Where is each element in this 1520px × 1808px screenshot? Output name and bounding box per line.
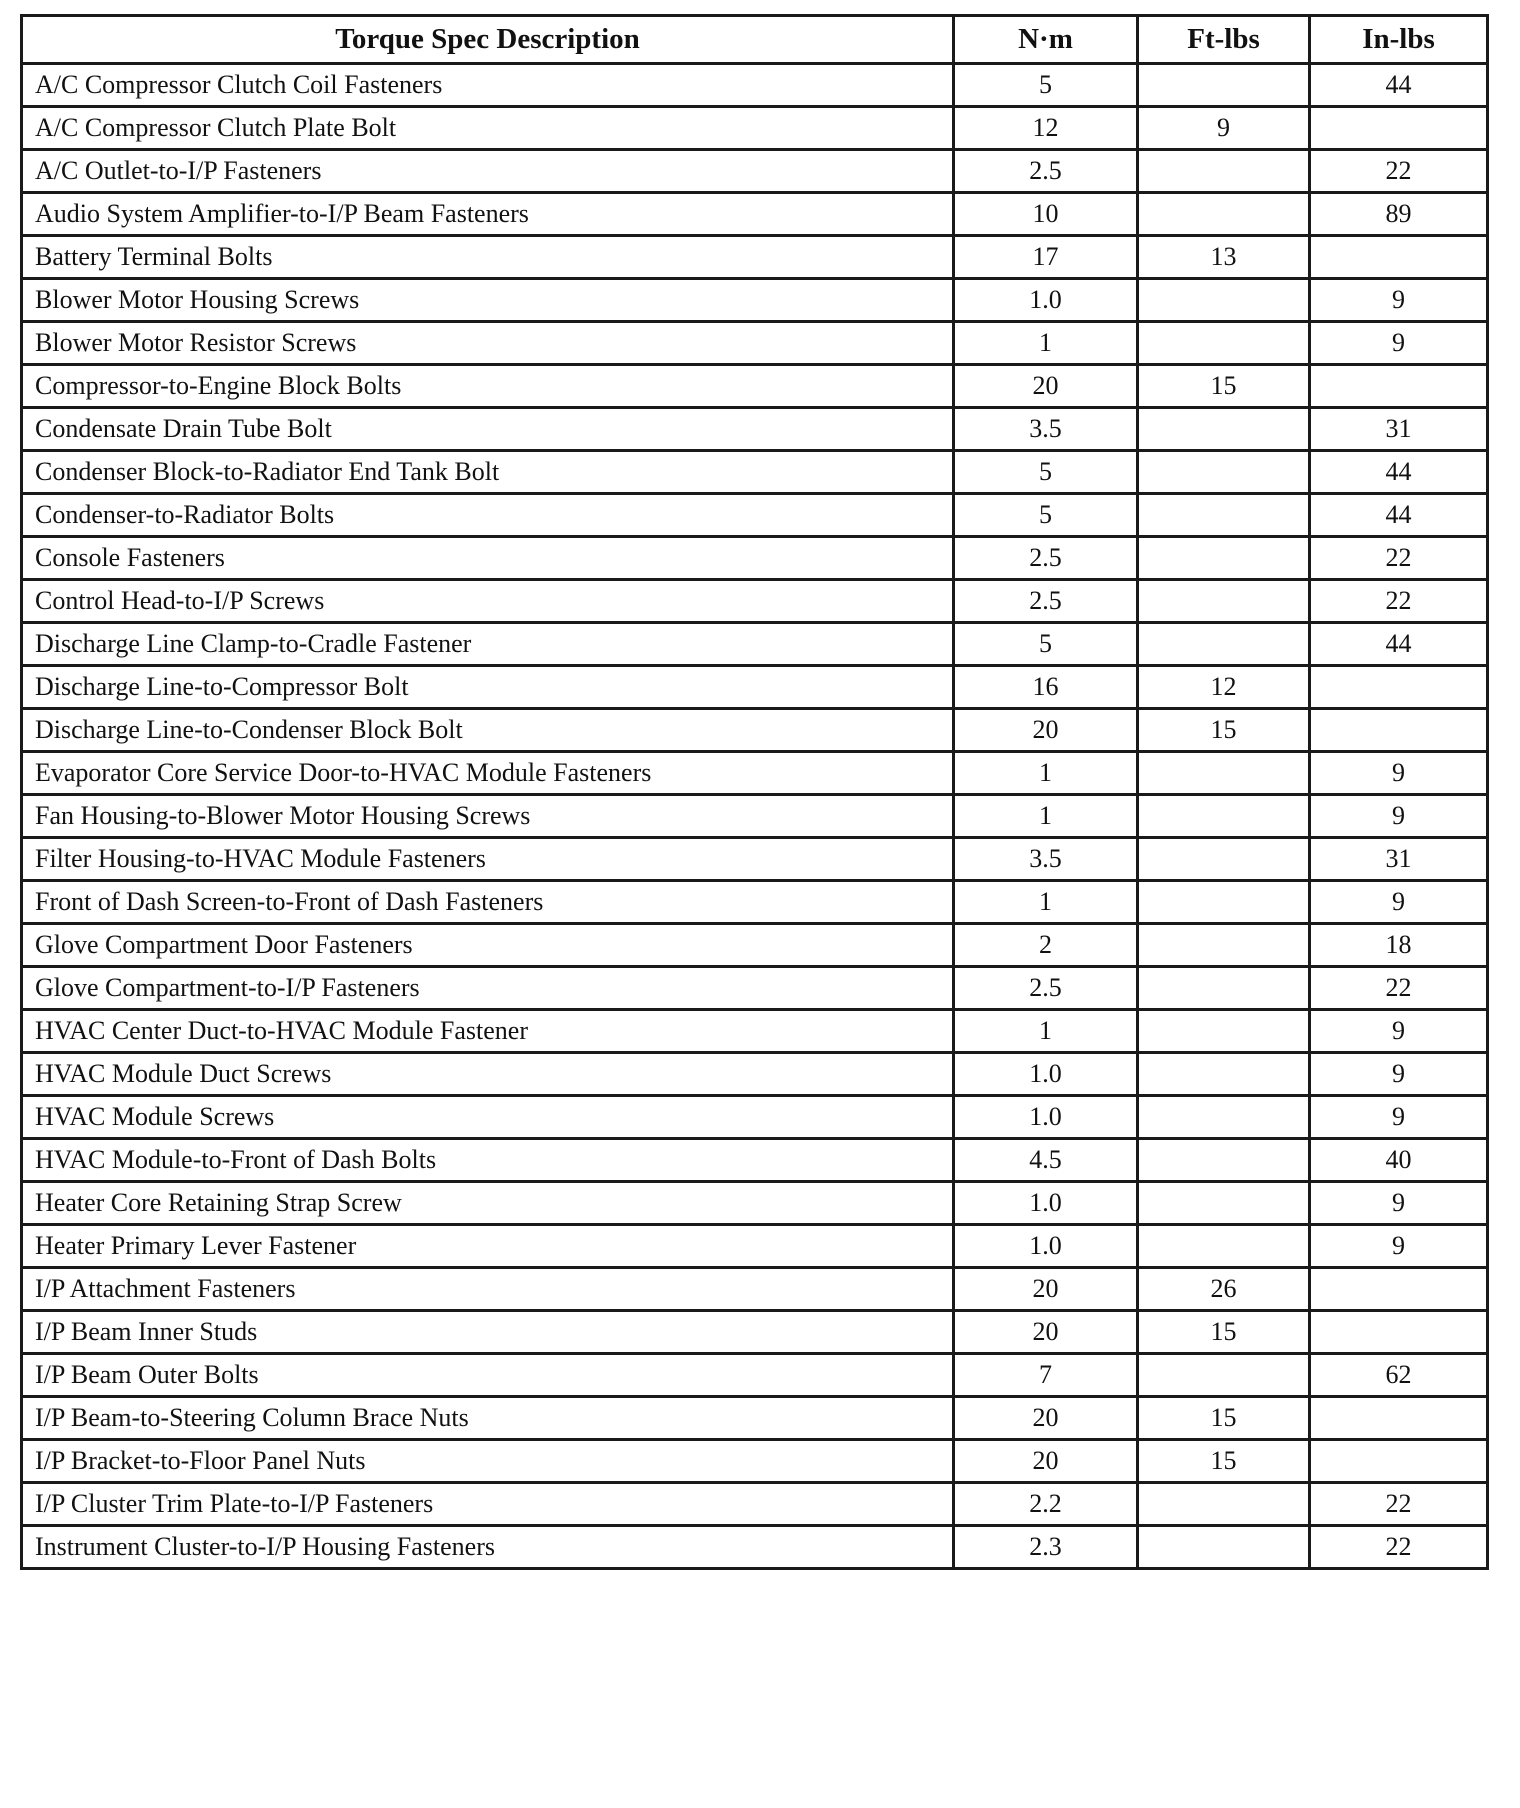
cell-nm: 12 <box>954 107 1138 150</box>
table-row <box>22 279 1488 322</box>
table-row <box>22 666 1488 709</box>
cell-description: I/P Beam-to-Steering Column Brace Nuts <box>22 1397 954 1440</box>
cell-ft-lbs: 12 <box>1138 666 1310 709</box>
cell-ft-lbs <box>1138 1526 1310 1569</box>
cell-nm: 1 <box>954 322 1138 365</box>
cell-in-lbs <box>1310 107 1488 150</box>
cell-in-lbs: 44 <box>1310 623 1488 666</box>
cell-nm: 2.5 <box>954 537 1138 580</box>
cell-description: Condenser Block-to-Radiator End Tank Bolt <box>22 451 954 494</box>
torque-spec-table <box>20 14 1489 1570</box>
cell-description: Control Head-to-I/P Screws <box>22 580 954 623</box>
cell-nm: 7 <box>954 1354 1138 1397</box>
cell-nm: 5 <box>954 623 1138 666</box>
cell-in-lbs: 44 <box>1310 64 1488 107</box>
cell-ft-lbs: 15 <box>1138 709 1310 752</box>
cell-in-lbs: 9 <box>1310 279 1488 322</box>
cell-nm: 20 <box>954 1397 1138 1440</box>
cell-nm: 1 <box>954 1010 1138 1053</box>
table-row <box>22 967 1488 1010</box>
cell-ft-lbs <box>1138 924 1310 967</box>
cell-in-lbs: 9 <box>1310 752 1488 795</box>
table-row <box>22 1397 1488 1440</box>
table-row <box>22 1354 1488 1397</box>
cell-nm: 17 <box>954 236 1138 279</box>
cell-description: A/C Compressor Clutch Plate Bolt <box>22 107 954 150</box>
cell-in-lbs: 44 <box>1310 494 1488 537</box>
cell-description: Discharge Line Clamp-to-Cradle Fastener <box>22 623 954 666</box>
cell-nm: 1.0 <box>954 279 1138 322</box>
cell-ft-lbs <box>1138 1139 1310 1182</box>
table-row <box>22 107 1488 150</box>
cell-description: Front of Dash Screen-to-Front of Dash Fasteners <box>22 881 954 924</box>
cell-in-lbs: 44 <box>1310 451 1488 494</box>
torque-spec-sheet <box>20 14 1486 1570</box>
cell-description: Fan Housing-to-Blower Motor Housing Screws <box>22 795 954 838</box>
table-row <box>22 795 1488 838</box>
cell-ft-lbs <box>1138 623 1310 666</box>
cell-description: I/P Attachment Fasteners <box>22 1268 954 1311</box>
cell-nm: 16 <box>954 666 1138 709</box>
cell-in-lbs: 22 <box>1310 537 1488 580</box>
cell-nm: 1 <box>954 752 1138 795</box>
cell-nm: 20 <box>954 1311 1138 1354</box>
cell-ft-lbs <box>1138 279 1310 322</box>
table-row <box>22 1311 1488 1354</box>
cell-nm: 20 <box>954 709 1138 752</box>
table-row <box>22 580 1488 623</box>
cell-description: HVAC Module Screws <box>22 1096 954 1139</box>
cell-description: A/C Outlet-to-I/P Fasteners <box>22 150 954 193</box>
table-row <box>22 322 1488 365</box>
cell-nm: 2.3 <box>954 1526 1138 1569</box>
header-ft-lbs: Ft-lbs <box>1138 16 1310 64</box>
cell-nm: 4.5 <box>954 1139 1138 1182</box>
table-row <box>22 1182 1488 1225</box>
table-row <box>22 623 1488 666</box>
cell-in-lbs: 22 <box>1310 967 1488 1010</box>
cell-ft-lbs: 15 <box>1138 1311 1310 1354</box>
cell-ft-lbs <box>1138 838 1310 881</box>
cell-description: Condensate Drain Tube Bolt <box>22 408 954 451</box>
table-row <box>22 1268 1488 1311</box>
cell-description: I/P Beam Inner Studs <box>22 1311 954 1354</box>
cell-in-lbs: 22 <box>1310 1526 1488 1569</box>
cell-in-lbs: 22 <box>1310 150 1488 193</box>
cell-nm: 2 <box>954 924 1138 967</box>
cell-description: HVAC Module Duct Screws <box>22 1053 954 1096</box>
header-nm: N·m <box>954 16 1138 64</box>
cell-in-lbs: 9 <box>1310 881 1488 924</box>
cell-ft-lbs <box>1138 1354 1310 1397</box>
cell-nm: 2.5 <box>954 967 1138 1010</box>
table-row <box>22 1010 1488 1053</box>
cell-ft-lbs <box>1138 1096 1310 1139</box>
cell-ft-lbs <box>1138 1182 1310 1225</box>
cell-description: Discharge Line-to-Condenser Block Bolt <box>22 709 954 752</box>
cell-in-lbs <box>1310 1311 1488 1354</box>
cell-ft-lbs <box>1138 193 1310 236</box>
cell-description: HVAC Module-to-Front of Dash Bolts <box>22 1139 954 1182</box>
cell-description: Compressor-to-Engine Block Bolts <box>22 365 954 408</box>
cell-description: Blower Motor Resistor Screws <box>22 322 954 365</box>
cell-nm: 5 <box>954 451 1138 494</box>
cell-ft-lbs <box>1138 881 1310 924</box>
cell-nm: 20 <box>954 1440 1138 1483</box>
table-header <box>22 16 1488 64</box>
cell-ft-lbs <box>1138 64 1310 107</box>
cell-in-lbs: 9 <box>1310 1182 1488 1225</box>
cell-in-lbs <box>1310 236 1488 279</box>
cell-in-lbs: 22 <box>1310 580 1488 623</box>
table-row <box>22 881 1488 924</box>
cell-description: Audio System Amplifier-to-I/P Beam Fasteners <box>22 193 954 236</box>
cell-description: Glove Compartment Door Fasteners <box>22 924 954 967</box>
cell-description: HVAC Center Duct-to-HVAC Module Fastener <box>22 1010 954 1053</box>
table-row <box>22 236 1488 279</box>
cell-ft-lbs <box>1138 1225 1310 1268</box>
cell-ft-lbs <box>1138 1010 1310 1053</box>
cell-ft-lbs: 15 <box>1138 365 1310 408</box>
cell-ft-lbs <box>1138 752 1310 795</box>
cell-ft-lbs: 13 <box>1138 236 1310 279</box>
table-row <box>22 193 1488 236</box>
cell-description: A/C Compressor Clutch Coil Fasteners <box>22 64 954 107</box>
cell-nm: 1 <box>954 795 1138 838</box>
cell-in-lbs: 31 <box>1310 838 1488 881</box>
cell-in-lbs: 9 <box>1310 1053 1488 1096</box>
cell-in-lbs <box>1310 1268 1488 1311</box>
table-row <box>22 1225 1488 1268</box>
cell-ft-lbs <box>1138 150 1310 193</box>
cell-ft-lbs: 15 <box>1138 1397 1310 1440</box>
header-description: Torque Spec Description <box>22 16 954 64</box>
table-row <box>22 752 1488 795</box>
cell-in-lbs: 31 <box>1310 408 1488 451</box>
cell-ft-lbs <box>1138 494 1310 537</box>
table-row <box>22 64 1488 107</box>
cell-ft-lbs <box>1138 322 1310 365</box>
cell-ft-lbs <box>1138 1483 1310 1526</box>
table-row <box>22 451 1488 494</box>
cell-in-lbs: 18 <box>1310 924 1488 967</box>
table-row <box>22 1440 1488 1483</box>
cell-nm: 3.5 <box>954 838 1138 881</box>
cell-nm: 1 <box>954 881 1138 924</box>
cell-description: Heater Core Retaining Strap Screw <box>22 1182 954 1225</box>
cell-in-lbs: 9 <box>1310 1096 1488 1139</box>
cell-ft-lbs: 15 <box>1138 1440 1310 1483</box>
cell-description: I/P Beam Outer Bolts <box>22 1354 954 1397</box>
cell-ft-lbs <box>1138 967 1310 1010</box>
cell-nm: 1.0 <box>954 1053 1138 1096</box>
cell-nm: 5 <box>954 494 1138 537</box>
cell-description: Battery Terminal Bolts <box>22 236 954 279</box>
cell-nm: 1.0 <box>954 1096 1138 1139</box>
cell-ft-lbs <box>1138 795 1310 838</box>
table-row <box>22 1053 1488 1096</box>
cell-description: Blower Motor Housing Screws <box>22 279 954 322</box>
cell-ft-lbs <box>1138 451 1310 494</box>
table-row <box>22 494 1488 537</box>
cell-in-lbs: 9 <box>1310 1225 1488 1268</box>
cell-nm: 20 <box>954 365 1138 408</box>
header-in-lbs: In-lbs <box>1310 16 1488 64</box>
cell-description: Console Fasteners <box>22 537 954 580</box>
table-row <box>22 1096 1488 1139</box>
table-row <box>22 709 1488 752</box>
table-row <box>22 537 1488 580</box>
cell-nm: 2.5 <box>954 580 1138 623</box>
cell-ft-lbs <box>1138 537 1310 580</box>
cell-in-lbs <box>1310 709 1488 752</box>
cell-description: I/P Cluster Trim Plate-to-I/P Fasteners <box>22 1483 954 1526</box>
cell-nm: 1.0 <box>954 1225 1138 1268</box>
cell-in-lbs <box>1310 666 1488 709</box>
table-row <box>22 1139 1488 1182</box>
cell-ft-lbs: 26 <box>1138 1268 1310 1311</box>
cell-in-lbs: 40 <box>1310 1139 1488 1182</box>
table-body <box>22 64 1488 1569</box>
header-row <box>22 16 1488 64</box>
table-row <box>22 408 1488 451</box>
cell-description: Glove Compartment-to-I/P Fasteners <box>22 967 954 1010</box>
cell-in-lbs: 22 <box>1310 1483 1488 1526</box>
cell-ft-lbs <box>1138 408 1310 451</box>
cell-description: Instrument Cluster-to-I/P Housing Fasteners <box>22 1526 954 1569</box>
cell-in-lbs <box>1310 1397 1488 1440</box>
cell-in-lbs: 9 <box>1310 795 1488 838</box>
cell-nm: 2.5 <box>954 150 1138 193</box>
cell-description: Heater Primary Lever Fastener <box>22 1225 954 1268</box>
table-row <box>22 1526 1488 1569</box>
table-row <box>22 150 1488 193</box>
cell-description: Discharge Line-to-Compressor Bolt <box>22 666 954 709</box>
cell-description: I/P Bracket-to-Floor Panel Nuts <box>22 1440 954 1483</box>
table-row <box>22 924 1488 967</box>
cell-nm: 2.2 <box>954 1483 1138 1526</box>
cell-in-lbs: 9 <box>1310 322 1488 365</box>
cell-in-lbs <box>1310 1440 1488 1483</box>
cell-nm: 1.0 <box>954 1182 1138 1225</box>
cell-in-lbs: 9 <box>1310 1010 1488 1053</box>
cell-in-lbs <box>1310 365 1488 408</box>
cell-nm: 5 <box>954 64 1138 107</box>
cell-description: Evaporator Core Service Door-to-HVAC Module Fasteners <box>22 752 954 795</box>
table-row <box>22 365 1488 408</box>
table-row <box>22 1483 1488 1526</box>
cell-description: Filter Housing-to-HVAC Module Fasteners <box>22 838 954 881</box>
cell-nm: 20 <box>954 1268 1138 1311</box>
table-row <box>22 838 1488 881</box>
cell-ft-lbs <box>1138 1053 1310 1096</box>
cell-nm: 10 <box>954 193 1138 236</box>
cell-ft-lbs <box>1138 580 1310 623</box>
cell-in-lbs: 89 <box>1310 193 1488 236</box>
cell-nm: 3.5 <box>954 408 1138 451</box>
cell-description: Condenser-to-Radiator Bolts <box>22 494 954 537</box>
cell-in-lbs: 62 <box>1310 1354 1488 1397</box>
cell-ft-lbs: 9 <box>1138 107 1310 150</box>
